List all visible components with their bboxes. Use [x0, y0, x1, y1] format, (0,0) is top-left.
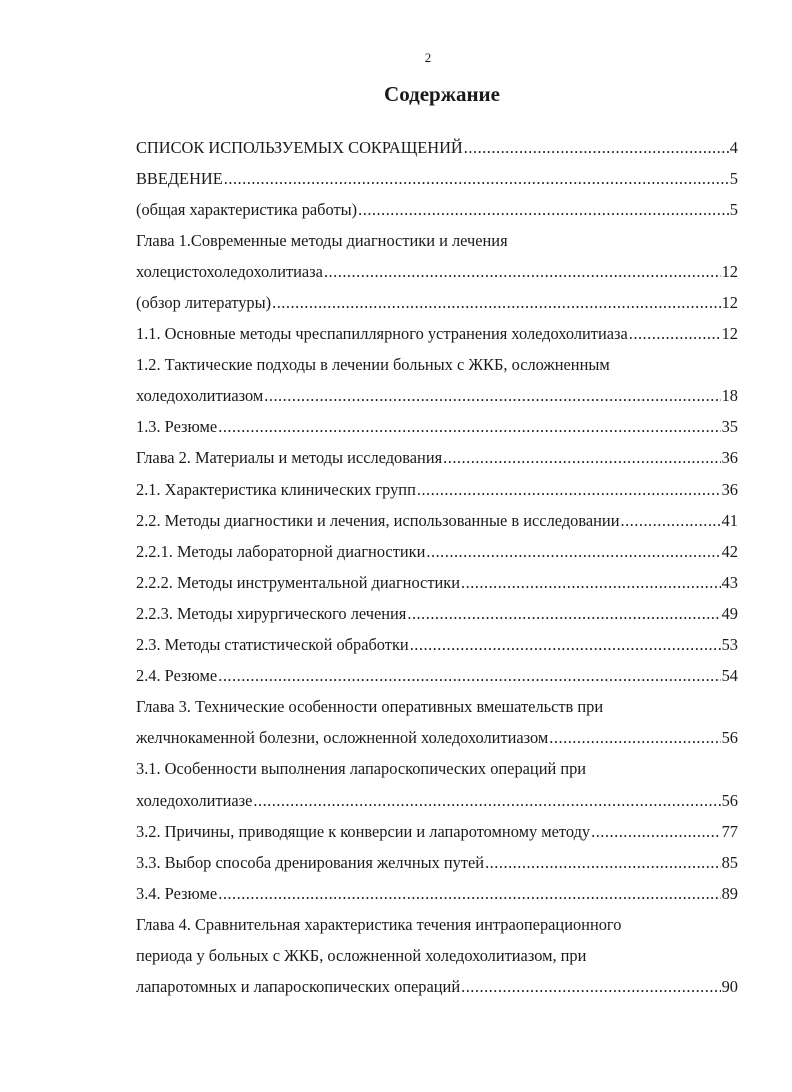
- toc-leader-dots: [629, 324, 721, 344]
- toc-entry-text: Глава 4. Сравнительная характеристика течения интраоперационного: [136, 914, 622, 934]
- toc-entry: [136, 381, 738, 412]
- toc-leader-dots: [218, 417, 720, 437]
- page-number: 2: [424, 50, 432, 65]
- toc-entry-text: Глава 2. Материалы и методы исследования: [136, 448, 443, 468]
- toc-leader-dots: [218, 884, 720, 904]
- toc-leader-dots: [591, 822, 721, 842]
- toc-entry: [136, 350, 738, 381]
- toc-entry-page: 36: [721, 479, 738, 499]
- toc-entry-text: 1.3. Резюме: [136, 417, 218, 437]
- toc-entry-text: 2.1. Характеристика клинических групп: [136, 479, 416, 499]
- toc-entry-page: 53: [721, 635, 738, 655]
- toc-leader-dots: [253, 791, 720, 811]
- toc-entry-page: 12: [721, 261, 738, 281]
- toc-entry-text: холедохолитиазом: [136, 386, 264, 406]
- toc-entry-page: 49: [721, 603, 738, 623]
- toc-entry-text: 2.2.3. Методы хирургического лечения: [136, 603, 407, 623]
- toc-entry: [136, 972, 738, 1003]
- toc-entry: [136, 847, 738, 878]
- toc-entry-text: ВВЕДЕНИЕ: [136, 168, 223, 188]
- toc-entry-page: 85: [721, 852, 738, 872]
- toc-leader-dots: [426, 542, 720, 562]
- toc-entry-text: 3.2. Причины, приводящие к конверсии и лапаротомному методу: [136, 821, 591, 841]
- toc-leader-dots: [417, 480, 721, 500]
- toc-entry-page: 35: [721, 417, 738, 437]
- toc-leader-dots: [324, 262, 721, 282]
- toc-entry-page: 12: [721, 324, 738, 344]
- toc-entry-text: 2.2.2. Методы инструментальной диагностики: [136, 572, 460, 592]
- toc-leader-dots: [272, 293, 721, 313]
- toc-entry-text: 3.4. Резюме: [136, 883, 218, 903]
- toc-entry: [136, 785, 738, 816]
- toc-entry-text: 1.2. Тактические подходы в лечении больных с ЖКБ, осложненным: [136, 355, 610, 375]
- toc-entry-text: желчнокаменной болезни, осложненной холедохолитиазом: [136, 728, 549, 748]
- toc-leader-dots: [461, 573, 721, 593]
- toc-entry-text: 2.2.1. Методы лабораторной диагностики: [136, 541, 426, 561]
- toc-entry-page: 43: [721, 572, 738, 592]
- toc-entry-page: 36: [721, 448, 738, 468]
- toc-entry-page: 12: [721, 293, 738, 313]
- toc-entry-page: 18: [721, 386, 738, 406]
- toc-entry: [136, 661, 738, 692]
- toc-entry-text: 2.2. Методы диагностики и лечения, использованные в исследовании: [136, 510, 620, 530]
- toc-entry: [136, 256, 738, 287]
- toc-entry-page: 4: [729, 137, 738, 157]
- toc-entry: [136, 692, 738, 723]
- toc-entry: [136, 536, 738, 567]
- toc-entry-text: (общая характеристика работы): [136, 199, 358, 219]
- toc-entry: [136, 598, 738, 629]
- toc-entry: [136, 474, 738, 505]
- toc-entry: [136, 132, 738, 163]
- toc-entry-text: холецистохоледохолитиаза: [136, 261, 323, 281]
- toc-entry: [136, 816, 738, 847]
- toc-entry: [136, 287, 738, 318]
- toc-entry-page: 5: [729, 199, 738, 219]
- toc-leader-dots: [358, 200, 729, 220]
- toc-entry-page: 89: [721, 883, 738, 903]
- toc-entry-page: 42: [721, 541, 738, 561]
- toc-entry: [136, 443, 738, 474]
- toc-leader-dots: [461, 977, 721, 997]
- toc-entry: [136, 723, 738, 754]
- toc-entry: [136, 412, 738, 443]
- toc-entry-text: СПИСОК ИСПОЛЬЗУЕМЫХ СОКРАЩЕНИЙ: [136, 137, 463, 157]
- toc-leader-dots: [443, 448, 720, 468]
- table-of-contents: [136, 132, 738, 1003]
- toc-entry: [136, 163, 738, 194]
- toc-entry-text: Глава 3. Технические особенности оперативных вмешательств при: [136, 697, 604, 717]
- toc-entry: [136, 940, 738, 971]
- toc-leader-dots: [485, 853, 721, 873]
- toc-leader-dots: [620, 511, 720, 531]
- toc-entry-text: 2.4. Резюме: [136, 666, 218, 686]
- toc-entry-text: 3.1. Особенности выполнения лапароскопических операций при: [136, 759, 587, 779]
- toc-entry: [136, 225, 738, 256]
- toc-leader-dots: [407, 604, 720, 624]
- page-title: Содержание: [384, 82, 500, 106]
- toc-entry: [136, 194, 738, 225]
- toc-entry: [136, 754, 738, 785]
- toc-entry: [136, 878, 738, 909]
- toc-entry-text: лапаротомных и лапароскопических операций: [136, 977, 461, 997]
- toc-entry: [136, 319, 738, 350]
- toc-entry-page: 54: [721, 666, 738, 686]
- toc-entry: [136, 630, 738, 661]
- toc-entry-text: холедохолитиазе: [136, 790, 253, 810]
- toc-entry: [136, 909, 738, 940]
- toc-entry-text: 3.3. Выбор способа дренирования желчных путей: [136, 852, 485, 872]
- toc-entry-text: (обзор литературы): [136, 293, 272, 313]
- toc-leader-dots: [218, 666, 720, 686]
- toc-leader-dots: [224, 169, 729, 189]
- toc-entry: [136, 505, 738, 536]
- toc-leader-dots: [549, 728, 720, 748]
- toc-entry-page: 5: [729, 168, 738, 188]
- toc-entry-text: Глава 1.Современные методы диагностики и лечения: [136, 230, 508, 250]
- toc-entry-text: 1.1. Основные методы чреспапиллярного устранения холедохолитиаза: [136, 324, 628, 344]
- toc-leader-dots: [464, 138, 729, 158]
- toc-entry-text: периода у больных с ЖКБ, осложненной холедохолитиазом, при: [136, 945, 587, 965]
- toc-leader-dots: [410, 635, 721, 655]
- toc-entry-page: 41: [721, 510, 738, 530]
- toc-entry: [136, 567, 738, 598]
- toc-entry-text: 2.3. Методы статистической обработки: [136, 635, 409, 655]
- toc-entry-page: 90: [721, 977, 738, 997]
- toc-entry-page: 56: [721, 728, 738, 748]
- toc-leader-dots: [264, 386, 720, 406]
- toc-entry-page: 56: [721, 790, 738, 810]
- toc-entry-page: 77: [721, 821, 738, 841]
